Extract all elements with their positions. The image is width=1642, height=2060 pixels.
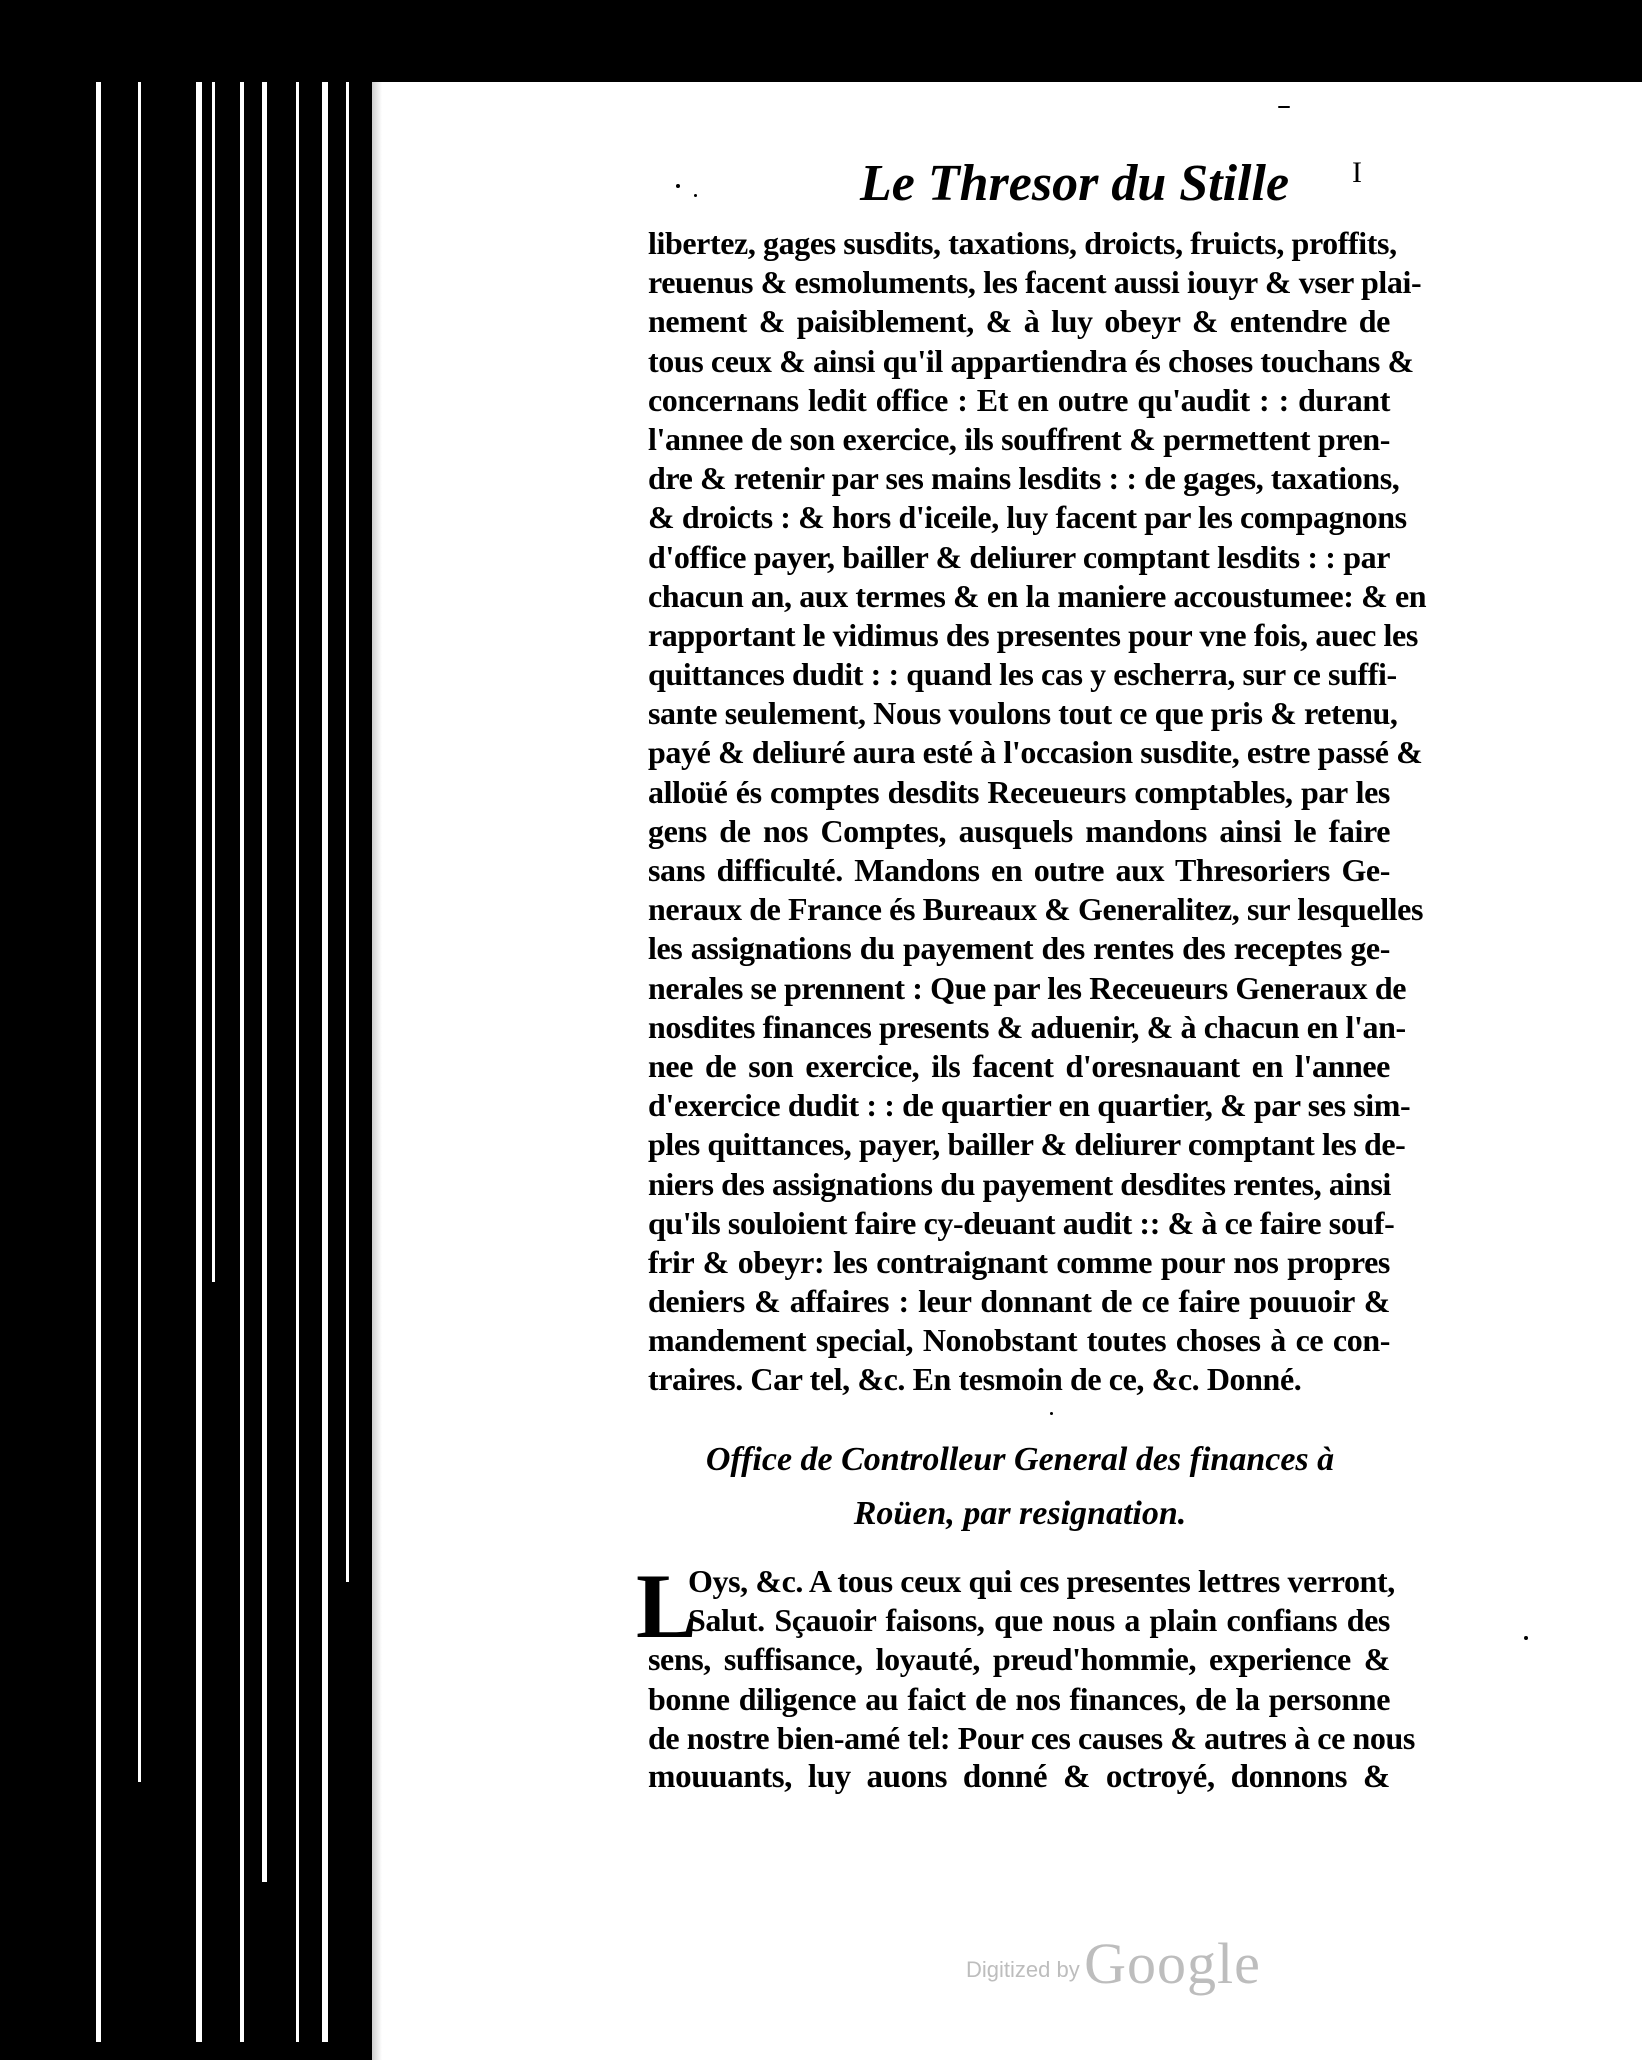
text-line: libertez, gages susdits, taxations, droicts, fruicts, proffits, xyxy=(648,225,1397,261)
text-line: quittances dudit : : quand les cas y escherra, sur ce suffi- xyxy=(648,656,1397,693)
text-line: sante seulement, Nous voulons tout ce que pris & retenu, xyxy=(648,695,1398,732)
text-line: de nostre bien-amé tel: Pour ces causes & autres à ce nous xyxy=(648,1719,1415,1756)
text-line: qu'ils souloient faire cy-deuant audit :: & à ce faire souf- xyxy=(648,1204,1395,1241)
scan-speck xyxy=(694,194,697,197)
text-line: payé & deliuré aura esté à l'occasion susdite, estre passé & xyxy=(648,734,1423,771)
text-line: les assignations du payement des rentes des receptes ge- xyxy=(648,930,1390,967)
paragraph-letters-patent xyxy=(648,1562,1415,1797)
text-line: traires. Car tel, &c. En tesmoin de ce, &c. Donné. xyxy=(648,1361,1302,1398)
text-line: alloüé és comptes desdits Receueurs comptables, par les xyxy=(648,773,1390,810)
text-line: bonne diligence au faict de nos finances, de la personne xyxy=(648,1680,1390,1717)
text-line: tous ceux & ainsi qu'il appartiendra és choses touchans & xyxy=(648,342,1414,379)
text-line: d'exercice dudit : : de quartier en quartier, & par ses sim- xyxy=(648,1087,1411,1124)
text-line: nerales se prennent : Que par les Receueurs Generaux de xyxy=(648,969,1407,1006)
page-mark: I xyxy=(1352,156,1362,189)
section-title-line-2: Roüen, par resignation. xyxy=(853,1495,1187,1532)
text-line: l'annee de son exercice, ils souffrent & permettent pren- xyxy=(648,420,1390,457)
text-line: concernans ledit office : Et en outre qu'audit : : durant xyxy=(648,381,1390,418)
text-line: neraux de France és Bureaux & Generalitez, sur lesquelles xyxy=(648,891,1424,928)
text-line: sens, suffisance, loyauté, preud'hommie, experience & xyxy=(648,1641,1390,1678)
text-line: gens de nos Comptes, ausquels mandons ainsi le faire xyxy=(648,812,1390,849)
text-line: dre & retenir par ses mains lesdits : : de gages, taxations, xyxy=(648,460,1400,497)
scan-speck xyxy=(1278,106,1290,108)
scan-bottom-mark xyxy=(188,2052,232,2055)
text-line: deniers & affaires : leur donnant de ce faire pouuoir & xyxy=(648,1283,1390,1320)
text-line: mandement special, Nonobstant toutes choses à ce con- xyxy=(648,1322,1390,1359)
running-head: Le Thresor du Stille xyxy=(860,155,1290,212)
paragraph-continued xyxy=(648,224,1427,1400)
text-line: & droicts : & hors d'iceile, luy facent par les compagnons xyxy=(648,499,1407,536)
text-line: nement & paisiblement, & à luy obeyr & entendre de xyxy=(648,303,1390,340)
text-line: sans difficulté. Mandons en outre aux Thresoriers Ge- xyxy=(648,852,1390,888)
watermark-prefix: Digitized by xyxy=(966,1957,1080,1982)
text-line: chacun an, aux termes & en la maniere accoustumee: & en xyxy=(648,577,1427,614)
text-line: frir & obeyr: les contraignant comme pour nos propres xyxy=(648,1243,1390,1280)
text-line: nosdites finances presents & aduenir, & à chacun en l'an- xyxy=(648,1008,1406,1045)
section-title-line-1: Office de Controlleur General des finances à xyxy=(705,1441,1335,1478)
text-line: rapportant le vidimus des presentes pour vne fois, auec les xyxy=(648,616,1418,653)
scan-bottom-mark xyxy=(8,2052,48,2055)
text-line: mouuants, luy auons donné & octroyé, donnons & xyxy=(648,1758,1390,1795)
scan-speck xyxy=(676,184,680,188)
page-gutter-shadow xyxy=(372,82,382,2060)
text-line: Oys, &c. A tous ceux qui ces presentes lettres verront, xyxy=(688,1563,1395,1599)
text-line: d'office payer, bailler & deliurer comptant lesdits : : par xyxy=(648,538,1390,575)
scan-speck xyxy=(1050,1412,1053,1415)
google-logo: Google xyxy=(1084,1931,1261,1996)
drop-cap: L xyxy=(636,1555,698,1657)
digitized-by-google-watermark xyxy=(966,1930,1261,1997)
text-line: reuenus & esmoluments, les facent aussi iouyr & vser plai- xyxy=(648,264,1422,301)
text-line: Salut. Sçauoir faisons, que nous a plain confians des xyxy=(688,1602,1390,1639)
scan-speck xyxy=(1524,1636,1528,1640)
text-line: ples quittances, payer, bailler & deliurer comptant les de- xyxy=(648,1126,1406,1163)
text-line: niers des assignations du payement desdites rentes, ainsi xyxy=(648,1165,1391,1202)
text-line: nee de son exercice, ils facent d'oresnauant en l'annee xyxy=(648,1047,1390,1084)
scan-left-border xyxy=(0,0,372,2060)
